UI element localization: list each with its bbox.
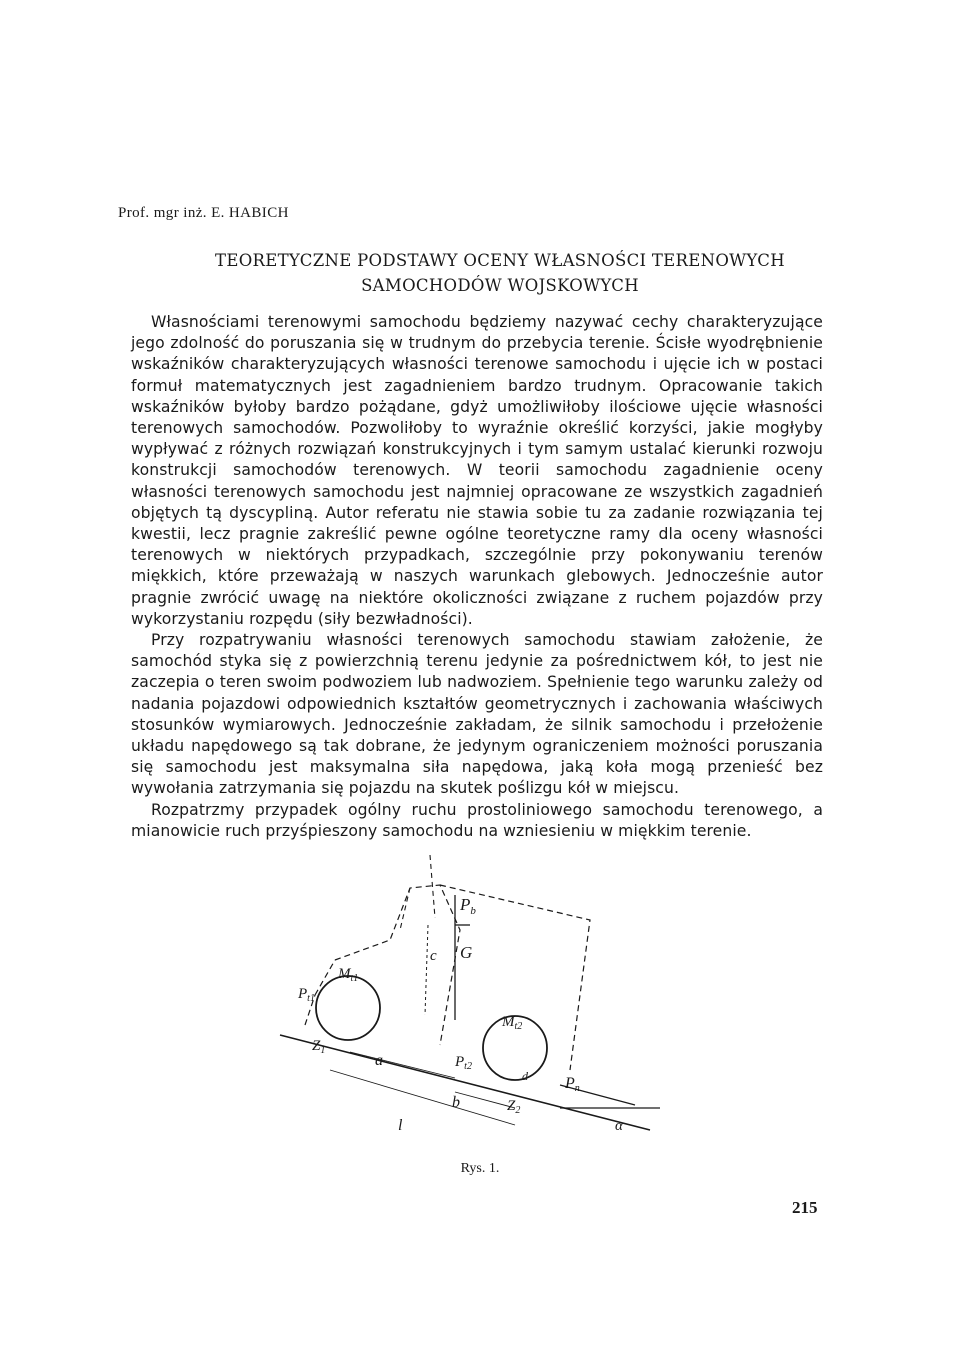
label-mt1: $M_{t1}$ [338, 966, 359, 984]
label-pt2: $P_{t2}$ [455, 1054, 472, 1072]
label-d: d [522, 1069, 528, 1083]
page-number: 215 [792, 1198, 818, 1217]
paragraph-1: Własnościami terenowymi samochodu będziemy nazywać cechy charakteryzujące jego zdolność do poruszania się w trudnym do przebycia terenie. Ścisłe wyodrębnienie wskaźników charakteryzujących własności terenowe samochodu i ujęcie ich w postaci formuł matematycznych jest zagadnieniem bardzo trudnym. Opracowanie takich wskaźników byłoby bardzo pożądane, gdyż umożliwiłoby ilościowe ujęcie własności terenowych samochodów. Pozwoliłoby to wyraźnie określić korzyści, jakie mogłyby wypływać z różnych rozwiązań konstrukcyjnych i tym samym ustalać kierunki rozwoju konstrukcji samochodów terenowych. W teorii samochodu zagadnienie oceny własności terenowych samochodu jest najmniej opracowane ze wszystkich zagadnień objętych tą dyscypliną. Autor referatu nie stawia sobie tu za zadanie rozwiązania tej kwestii, lecz pragnie zakreślić pewne ogólne teoretyczne ramy dla oceny własności terenowych w niektórych przypadkach, szczególnie przy pokonywaniu terenów miękkich, które przeważają w naszych warunkach glebowych. Jednocześnie autor pragnie zwrócić uwagę na niektóre okoliczności związane z ruchem pojazdów przy wykorzystaniu rozpędu (siły bezwładności). [131, 313, 823, 628]
label-z2: $Z_2$ [507, 1098, 521, 1116]
dim-b [455, 1092, 515, 1108]
paragraph-3: Rozpatrzmy przypadek ogólny ruchu prostoliniowego samochodu terenowego, a mianowicie ruch przyśpieszony samochodu na wzniesieniu w miękkim terenie. [131, 800, 823, 840]
c-height [425, 925, 428, 1015]
label-z1: $Z_1$ [312, 1038, 326, 1056]
label-pn: Pn [565, 1075, 580, 1094]
dim-l [330, 1070, 515, 1125]
vehicle-cab [400, 855, 435, 930]
label-b: b [452, 1094, 460, 1111]
label-pt1: $P_{t1}$ [298, 986, 315, 1004]
dim-a [350, 1052, 455, 1078]
slope-line [280, 1035, 650, 1130]
figure-vehicle-on-slope [260, 830, 690, 1150]
label-pb: $P_b$ [460, 895, 476, 917]
front-wheel [316, 976, 380, 1040]
label-alpha: α [615, 1118, 623, 1134]
paragraph-2: Przy rozpatrywaniu własności terenowych samochodu stawiam założenie, że samochód styka się z powierzchnią terenu jedynie za pośrednictwem kół, to jest nie zaczepia o teren swoim podwoziem lub nadwoziem. Spełnienie tego warunku zależy od nadania pojazdowi odpowiednich kształtów geometrycznych i zachowania właściwych stosunków wymiarowych. Jednocześnie zakładam, że silnik samochodu i przełożenie układu napędowego są tak dobrane, że jedynym ograniczeniem możności poruszania się samochodu jest maksymalna siła napędowa, jaką koła mogą przenieść bez wywołania zatrzymania się pojazdu na skutek poślizgu kół w miejscu. [131, 631, 823, 798]
label-l: l [398, 1117, 403, 1134]
figure-caption: Rys. 1. [460, 1161, 500, 1176]
label-g: G [460, 943, 473, 962]
body-text [131, 312, 823, 842]
label-c: c [430, 948, 437, 964]
title-line-1: TEORETYCZNE PODSTAWY OCENY WŁASNOŚCI TERENOWYCH [215, 251, 785, 270]
label-a: a [375, 1052, 383, 1069]
author-line: Prof. mgr inż. E. HABICH [118, 205, 289, 221]
label-mt2: $M_{t2}$ [502, 1014, 523, 1032]
title-line-2: SAMOCHODÓW WOJSKOWYCH [361, 276, 639, 295]
